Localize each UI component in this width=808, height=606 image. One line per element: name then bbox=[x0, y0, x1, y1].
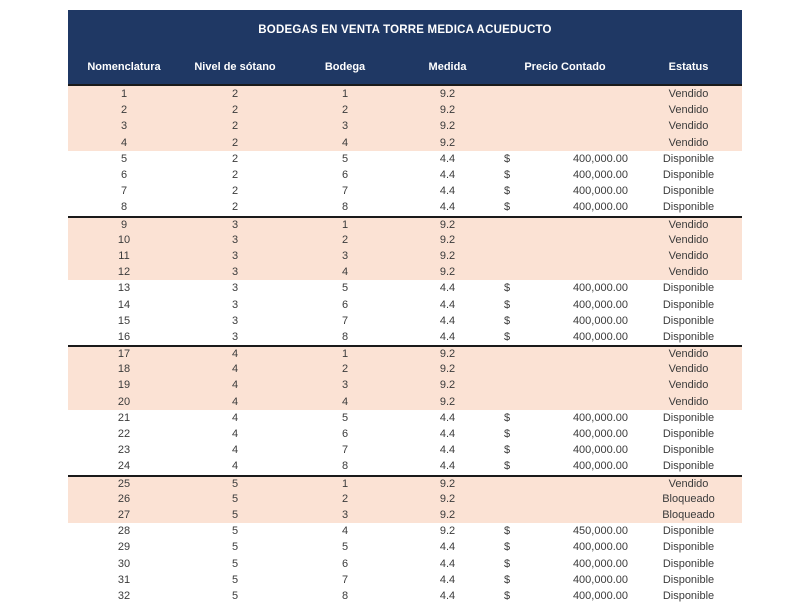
cell-nomenclatura: 30 bbox=[117, 557, 131, 570]
cell-bodega: 2 bbox=[341, 363, 349, 376]
table-row bbox=[68, 329, 742, 345]
cell-nivel-de-sotano: 4 bbox=[231, 395, 239, 408]
cell-estatus: Disponible bbox=[662, 152, 715, 165]
cell-nivel-de-sotano: 5 bbox=[231, 541, 239, 554]
precio-amount: 400,000.00 bbox=[572, 201, 628, 214]
cell-bodega: 3 bbox=[341, 508, 349, 521]
table-row bbox=[68, 151, 742, 167]
table-row bbox=[68, 539, 742, 555]
cell-precio-contado bbox=[495, 167, 635, 183]
table-title: BODEGAS EN VENTA TORRE MEDICA ACUEDUCTO bbox=[258, 24, 552, 36]
cell-estatus: Vendido bbox=[668, 104, 709, 117]
cell-estatus: Vendido bbox=[668, 395, 709, 408]
table-row bbox=[68, 118, 742, 134]
cell-nomenclatura: 18 bbox=[117, 363, 131, 376]
cell-nomenclatura: 6 bbox=[120, 169, 128, 182]
cell-nivel-de-sotano: 4 bbox=[231, 444, 239, 457]
currency-symbol: $ bbox=[504, 152, 511, 165]
table-row bbox=[68, 86, 742, 102]
cell-nivel-de-sotano: 2 bbox=[231, 136, 239, 149]
cell-bodega: 5 bbox=[341, 541, 349, 554]
precio-amount: 400,000.00 bbox=[572, 428, 628, 441]
cell-medida: 4.4 bbox=[439, 330, 456, 343]
cell-medida: 9.2 bbox=[439, 379, 456, 392]
cell-bodega: 5 bbox=[341, 282, 349, 295]
cell-nomenclatura: 14 bbox=[117, 298, 131, 311]
cell-estatus: Disponible bbox=[662, 411, 715, 424]
table-row bbox=[68, 523, 742, 539]
cell-precio-contado bbox=[495, 102, 635, 118]
cell-precio-contado bbox=[495, 507, 635, 523]
cell-nivel-de-sotano: 4 bbox=[231, 379, 239, 392]
cell-precio-contado bbox=[495, 442, 635, 458]
cell-nivel-de-sotano: 2 bbox=[231, 169, 239, 182]
cell-medida: 4.4 bbox=[439, 185, 456, 198]
currency-symbol: $ bbox=[504, 282, 511, 295]
cell-bodega: 5 bbox=[341, 152, 349, 165]
cell-medida: 4.4 bbox=[439, 460, 456, 473]
cell-precio-contado bbox=[495, 151, 635, 167]
table-row bbox=[68, 377, 742, 393]
cell-nomenclatura: 22 bbox=[117, 428, 131, 441]
cell-bodega: 2 bbox=[341, 233, 349, 246]
cell-nomenclatura: 9 bbox=[120, 218, 128, 231]
cell-nomenclatura: 26 bbox=[117, 492, 131, 505]
currency-symbol: $ bbox=[504, 411, 511, 424]
cell-precio-contado bbox=[495, 477, 635, 491]
cell-estatus: Disponible bbox=[662, 330, 715, 343]
cell-nivel-de-sotano: 5 bbox=[231, 573, 239, 586]
cell-nomenclatura: 21 bbox=[117, 411, 131, 424]
cell-nomenclatura: 27 bbox=[117, 508, 131, 521]
cell-estatus: Vendido bbox=[668, 266, 709, 279]
cell-medida: 9.2 bbox=[439, 508, 456, 521]
column-header-nomenclatura: Nomenclatura bbox=[87, 61, 161, 73]
table-row bbox=[68, 361, 742, 377]
cell-precio-contado bbox=[495, 410, 635, 426]
table-row bbox=[68, 588, 742, 604]
cell-precio-contado bbox=[495, 377, 635, 393]
table-row bbox=[68, 313, 742, 329]
cell-estatus: Disponible bbox=[662, 428, 715, 441]
cell-bodega: 6 bbox=[341, 169, 349, 182]
cell-estatus: Vendido bbox=[668, 120, 709, 133]
cell-nivel-de-sotano: 3 bbox=[231, 298, 239, 311]
cell-nivel-de-sotano: 2 bbox=[231, 88, 239, 101]
precio-amount: 400,000.00 bbox=[572, 541, 628, 554]
cell-medida: 4.4 bbox=[439, 589, 456, 602]
cell-estatus: Disponible bbox=[662, 314, 715, 327]
cell-nivel-de-sotano: 3 bbox=[231, 249, 239, 262]
precio-amount: 400,000.00 bbox=[572, 185, 628, 198]
column-header-nivel-de-sotano: Nivel de sótano bbox=[194, 61, 276, 73]
cell-nivel-de-sotano: 4 bbox=[231, 363, 239, 376]
cell-bodega: 2 bbox=[341, 104, 349, 117]
cell-precio-contado bbox=[495, 135, 635, 151]
table-row bbox=[68, 410, 742, 426]
currency-symbol: $ bbox=[504, 573, 511, 586]
table-row bbox=[68, 280, 742, 296]
table-row bbox=[68, 475, 742, 491]
cell-nomenclatura: 7 bbox=[120, 185, 128, 198]
cell-medida: 9.2 bbox=[439, 218, 456, 231]
precio-amount: 400,000.00 bbox=[572, 298, 628, 311]
cell-nivel-de-sotano: 4 bbox=[231, 460, 239, 473]
cell-bodega: 5 bbox=[341, 411, 349, 424]
precio-amount: 400,000.00 bbox=[572, 444, 628, 457]
cell-nivel-de-sotano: 3 bbox=[231, 218, 239, 231]
cell-bodega: 8 bbox=[341, 589, 349, 602]
cell-precio-contado bbox=[495, 199, 635, 215]
table-row bbox=[68, 394, 742, 410]
cell-medida: 4.4 bbox=[439, 314, 456, 327]
cell-precio-contado bbox=[495, 280, 635, 296]
cell-bodega: 7 bbox=[341, 185, 349, 198]
cell-estatus: Disponible bbox=[662, 282, 715, 295]
cell-precio-contado bbox=[495, 86, 635, 102]
column-header-medida: Medida bbox=[428, 61, 467, 73]
cell-nivel-de-sotano: 4 bbox=[231, 348, 239, 361]
precio-amount: 400,000.00 bbox=[572, 314, 628, 327]
cell-precio-contado bbox=[495, 361, 635, 377]
cell-nomenclatura: 8 bbox=[120, 201, 128, 214]
cell-nivel-de-sotano: 5 bbox=[231, 508, 239, 521]
cell-nomenclatura: 1 bbox=[120, 88, 128, 101]
cell-precio-contado bbox=[495, 313, 635, 329]
cell-nivel-de-sotano: 5 bbox=[231, 525, 239, 538]
cell-medida: 9.2 bbox=[439, 88, 456, 101]
cell-estatus: Vendido bbox=[668, 88, 709, 101]
cell-estatus: Disponible bbox=[662, 444, 715, 457]
cell-bodega: 1 bbox=[341, 88, 349, 101]
cell-precio-contado bbox=[495, 296, 635, 312]
cell-medida: 9.2 bbox=[439, 492, 456, 505]
currency-symbol: $ bbox=[504, 314, 511, 327]
cell-bodega: 6 bbox=[341, 557, 349, 570]
cell-precio-contado bbox=[495, 394, 635, 410]
cell-bodega: 4 bbox=[341, 395, 349, 408]
cell-bodega: 4 bbox=[341, 266, 349, 279]
currency-symbol: $ bbox=[504, 460, 511, 473]
table-row bbox=[68, 296, 742, 312]
table-header bbox=[68, 10, 742, 86]
cell-precio-contado bbox=[495, 572, 635, 588]
cell-nomenclatura: 11 bbox=[118, 249, 130, 262]
cell-nomenclatura: 24 bbox=[117, 460, 131, 473]
cell-nomenclatura: 31 bbox=[117, 573, 131, 586]
cell-nomenclatura: 28 bbox=[117, 525, 131, 538]
cell-nivel-de-sotano: 2 bbox=[231, 104, 239, 117]
cell-precio-contado bbox=[495, 555, 635, 571]
cell-precio-contado bbox=[495, 218, 635, 232]
cell-medida: 9.2 bbox=[439, 363, 456, 376]
cell-bodega: 6 bbox=[341, 298, 349, 311]
cell-bodega: 1 bbox=[341, 477, 349, 490]
cell-nivel-de-sotano: 2 bbox=[231, 201, 239, 214]
cell-medida: 4.4 bbox=[439, 557, 456, 570]
cell-precio-contado bbox=[495, 491, 635, 507]
precio-amount: 400,000.00 bbox=[572, 169, 628, 182]
precio-amount: 400,000.00 bbox=[572, 152, 628, 165]
cell-estatus: Vendido bbox=[668, 136, 709, 149]
cell-nomenclatura: 20 bbox=[117, 395, 131, 408]
currency-symbol: $ bbox=[504, 444, 511, 457]
cell-precio-contado bbox=[495, 588, 635, 604]
cell-bodega: 3 bbox=[341, 120, 349, 133]
cell-nomenclatura: 23 bbox=[117, 444, 131, 457]
cell-bodega: 7 bbox=[341, 444, 349, 457]
table-row bbox=[68, 232, 742, 248]
cell-precio-contado bbox=[495, 523, 635, 539]
cell-estatus: Disponible bbox=[662, 541, 715, 554]
table-row bbox=[68, 248, 742, 264]
cell-bodega: 7 bbox=[341, 314, 349, 327]
cell-medida: 4.4 bbox=[439, 282, 456, 295]
table-row bbox=[68, 216, 742, 232]
column-header-row bbox=[68, 50, 742, 84]
cell-nomenclatura: 25 bbox=[117, 477, 131, 490]
currency-symbol: $ bbox=[504, 557, 511, 570]
cell-nomenclatura: 15 bbox=[117, 314, 131, 327]
cell-bodega: 1 bbox=[341, 218, 349, 231]
cell-nivel-de-sotano: 3 bbox=[231, 330, 239, 343]
currency-symbol: $ bbox=[504, 525, 511, 538]
cell-nomenclatura: 5 bbox=[120, 152, 128, 165]
cell-nomenclatura: 10 bbox=[117, 233, 131, 246]
cell-precio-contado bbox=[495, 118, 635, 134]
cell-medida: 4.4 bbox=[439, 152, 456, 165]
cell-precio-contado bbox=[495, 458, 635, 474]
currency-symbol: $ bbox=[504, 541, 511, 554]
cell-estatus: Disponible bbox=[662, 589, 715, 602]
cell-estatus: Disponible bbox=[662, 185, 715, 198]
cell-precio-contado bbox=[495, 347, 635, 361]
cell-nivel-de-sotano: 5 bbox=[231, 492, 239, 505]
table-body bbox=[68, 86, 742, 604]
currency-symbol: $ bbox=[504, 330, 511, 343]
cell-medida: 9.2 bbox=[439, 249, 456, 262]
table-row bbox=[68, 442, 742, 458]
table-row bbox=[68, 426, 742, 442]
cell-medida: 9.2 bbox=[439, 136, 456, 149]
cell-estatus: Disponible bbox=[662, 201, 715, 214]
cell-bodega: 8 bbox=[341, 460, 349, 473]
cell-nomenclatura: 2 bbox=[120, 104, 128, 117]
table-row bbox=[68, 491, 742, 507]
cell-medida: 9.2 bbox=[439, 395, 456, 408]
cell-bodega: 4 bbox=[341, 525, 349, 538]
cell-medida: 9.2 bbox=[439, 104, 456, 117]
cell-medida: 9.2 bbox=[439, 525, 456, 538]
cell-medida: 4.4 bbox=[439, 541, 456, 554]
cell-precio-contado bbox=[495, 329, 635, 345]
cell-estatus: Vendido bbox=[668, 379, 709, 392]
cell-estatus: Vendido bbox=[668, 477, 709, 490]
cell-nomenclatura: 4 bbox=[120, 136, 128, 149]
cell-nivel-de-sotano: 5 bbox=[231, 557, 239, 570]
cell-estatus: Vendido bbox=[668, 363, 709, 376]
cell-precio-contado bbox=[495, 232, 635, 248]
table-row bbox=[68, 102, 742, 118]
table-row bbox=[68, 555, 742, 571]
cell-nivel-de-sotano: 2 bbox=[231, 185, 239, 198]
cell-bodega: 2 bbox=[341, 492, 349, 505]
cell-bodega: 1 bbox=[341, 348, 349, 361]
cell-nomenclatura: 32 bbox=[117, 589, 131, 602]
table-row bbox=[68, 507, 742, 523]
cell-estatus: Disponible bbox=[662, 169, 715, 182]
cell-nivel-de-sotano: 4 bbox=[231, 428, 239, 441]
cell-medida: 9.2 bbox=[439, 233, 456, 246]
cell-precio-contado bbox=[495, 426, 635, 442]
currency-symbol: $ bbox=[504, 428, 511, 441]
cell-bodega: 3 bbox=[341, 379, 349, 392]
cell-precio-contado bbox=[495, 248, 635, 264]
cell-nivel-de-sotano: 2 bbox=[231, 120, 239, 133]
cell-bodega: 8 bbox=[341, 201, 349, 214]
cell-medida: 4.4 bbox=[439, 444, 456, 457]
cell-nivel-de-sotano: 3 bbox=[231, 233, 239, 246]
cell-medida: 9.2 bbox=[439, 348, 456, 361]
cell-estatus: Disponible bbox=[662, 557, 715, 570]
cell-nivel-de-sotano: 3 bbox=[231, 314, 239, 327]
cell-medida: 4.4 bbox=[439, 573, 456, 586]
cell-bodega: 7 bbox=[341, 573, 349, 586]
cell-estatus: Disponible bbox=[662, 460, 715, 473]
cell-nomenclatura: 3 bbox=[120, 120, 128, 133]
cell-nivel-de-sotano: 3 bbox=[231, 266, 239, 279]
cell-medida: 4.4 bbox=[439, 201, 456, 214]
precio-amount: 400,000.00 bbox=[572, 330, 628, 343]
precio-amount: 450,000.00 bbox=[572, 525, 628, 538]
cell-medida: 4.4 bbox=[439, 169, 456, 182]
cell-bodega: 4 bbox=[341, 136, 349, 149]
cell-medida: 4.4 bbox=[439, 411, 456, 424]
cell-medida: 9.2 bbox=[439, 477, 456, 490]
column-header-bodega: Bodega bbox=[324, 61, 366, 73]
currency-symbol: $ bbox=[504, 298, 511, 311]
cell-estatus: Disponible bbox=[662, 525, 715, 538]
cell-bodega: 8 bbox=[341, 330, 349, 343]
table-row bbox=[68, 167, 742, 183]
cell-estatus: Disponible bbox=[662, 298, 715, 311]
currency-symbol: $ bbox=[504, 589, 511, 602]
currency-symbol: $ bbox=[504, 169, 511, 182]
cell-precio-contado bbox=[495, 264, 635, 280]
currency-symbol: $ bbox=[504, 201, 511, 214]
cell-nivel-de-sotano: 2 bbox=[231, 152, 239, 165]
cell-nivel-de-sotano: 3 bbox=[231, 282, 239, 295]
precio-amount: 400,000.00 bbox=[572, 573, 628, 586]
precio-amount: 400,000.00 bbox=[572, 557, 628, 570]
table-row bbox=[68, 572, 742, 588]
precio-amount: 400,000.00 bbox=[572, 589, 628, 602]
cell-estatus: Vendido bbox=[668, 233, 709, 246]
cell-estatus: Vendido bbox=[668, 218, 709, 231]
cell-estatus: Bloqueado bbox=[662, 508, 715, 521]
cell-nivel-de-sotano: 4 bbox=[231, 411, 239, 424]
cell-nomenclatura: 16 bbox=[117, 330, 131, 343]
cell-nivel-de-sotano: 5 bbox=[231, 589, 239, 602]
precio-amount: 400,000.00 bbox=[572, 460, 628, 473]
cell-estatus: Vendido bbox=[668, 348, 709, 361]
cell-medida: 4.4 bbox=[439, 428, 456, 441]
cell-bodega: 6 bbox=[341, 428, 349, 441]
column-header-precio-contado: Precio Contado bbox=[524, 61, 606, 73]
cell-estatus: Vendido bbox=[668, 249, 709, 262]
cell-nomenclatura: 17 bbox=[117, 348, 131, 361]
cell-nomenclatura: 12 bbox=[117, 266, 131, 279]
cell-estatus: Bloqueado bbox=[662, 492, 715, 505]
cell-precio-contado bbox=[495, 539, 635, 555]
cell-medida: 9.2 bbox=[439, 120, 456, 133]
precio-amount: 400,000.00 bbox=[572, 282, 628, 295]
cell-precio-contado bbox=[495, 183, 635, 199]
table-row bbox=[68, 135, 742, 151]
table-row bbox=[68, 345, 742, 361]
cell-nomenclatura: 29 bbox=[117, 541, 131, 554]
bodegas-table bbox=[68, 10, 742, 604]
table-row bbox=[68, 264, 742, 280]
cell-estatus: Disponible bbox=[662, 573, 715, 586]
currency-symbol: $ bbox=[504, 185, 511, 198]
cell-medida: 9.2 bbox=[439, 266, 456, 279]
table-row bbox=[68, 199, 742, 215]
table-row bbox=[68, 458, 742, 474]
cell-medida: 4.4 bbox=[439, 298, 456, 311]
cell-nivel-de-sotano: 5 bbox=[231, 477, 239, 490]
table-row bbox=[68, 183, 742, 199]
cell-nomenclatura: 19 bbox=[117, 379, 131, 392]
cell-nomenclatura: 13 bbox=[117, 282, 131, 295]
column-header-estatus: Estatus bbox=[668, 61, 709, 73]
cell-bodega: 3 bbox=[341, 249, 349, 262]
precio-amount: 400,000.00 bbox=[572, 411, 628, 424]
